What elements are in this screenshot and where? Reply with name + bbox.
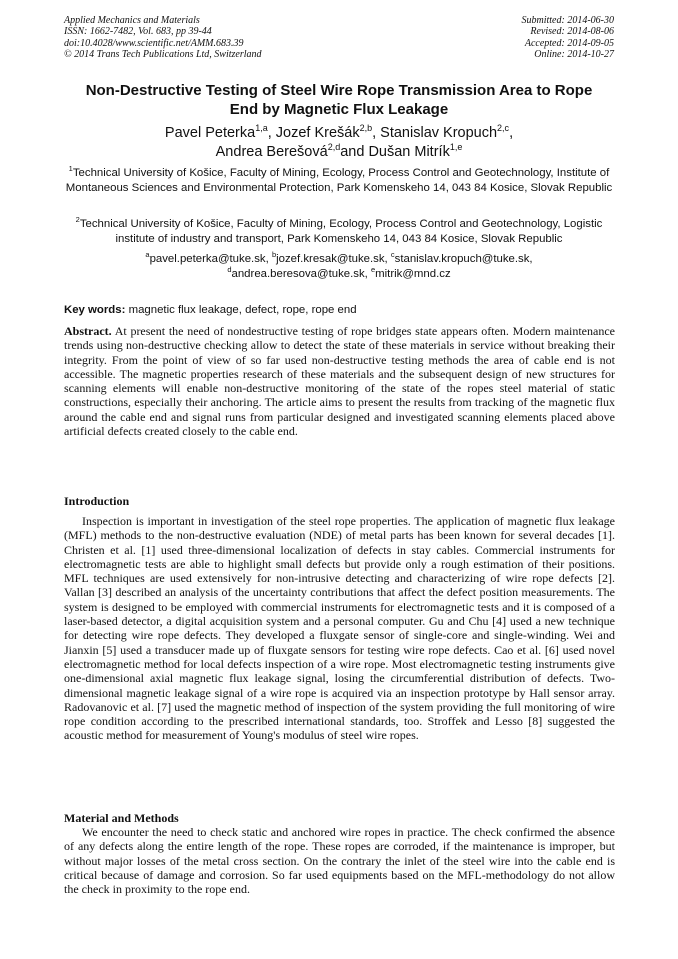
affiliation-number: 2 — [75, 215, 80, 225]
section-heading-methods: Material and Methods — [64, 811, 179, 825]
journal-issn: ISSN: 1662-7482, Vol. 683, pp 39-44 — [64, 26, 212, 38]
author-line-2 — [40, 143, 638, 162]
affiliation-number: 1 — [68, 164, 73, 174]
author-conjunction: and — [340, 144, 369, 160]
affiliation-text: Technical University of Košice, Faculty of Mining, Ecology, Process Control and Geotechnology, Logistic institute of industry and transport, Park Komenskeho 14, 043 84 Kosice, Slovak Republic — [79, 218, 603, 245]
introduction-paragraph: Inspection is important in investigation of the steel rope properties. The application of magnetic flux leakage (MFL) methods to the non-destructive evaluation (NDE) of metal parts has been known for several decades [1]. Christen et al. [1] used three-dimensional localization of defects in stay cables. Commercial instruments for electromagnetic tests are able to highlight small defects but provide only a rough estimation of their positions. MFL techniques are used extensively for non-intrusive detecting and characterizing of wire rope defects [2]. Vallan [3] described an analysis of the uncertainty contributions that affect the defect position measurements. The system is designed to be employed with commercial instruments for electromagnetic tests and it is composed of a laser-based detector, a digital acquisition system and a personal computer. Gu and Chu [4] used a new technique for detecting wire rope defects. They developed a fluxgate sensor of single-core and single-winding. Wei and Jianxin [5] used a transducer made up of fluxgate sensors for testing wire rope defects. Cao et al. [6] used novel electromagnetic method for local defects inspection of a wire rope. Most electromagnetic testing instruments give one-dimensional axial magnetic flux leakage signal, losing the circumferential distribution of defects. Two-dimensional magnetic leakage signal of a wire rope is acquired via an inspection prototype by Hall sensor array. Radovanovic et al. [7] used the magnetic method of inspection of the system providing the full monitoring of wire rope condition according to the prescribed international standards, too. Stroffek and Lesso [8] suggested the acoustic method for measurement of Young's modulus of steel wire ropes. — [64, 514, 615, 743]
author-affiliation-mark: 2,d — [327, 142, 341, 153]
affiliation-1 — [64, 166, 614, 196]
email-mark: d — [227, 265, 232, 275]
email-mark: e — [370, 265, 376, 275]
title-line-2: End by Magnetic Flux Leakage — [229, 101, 449, 118]
paper-title — [40, 81, 638, 119]
abstract-text: At present the need of nondestructive testing of rope bridges state appears often. Modern maintenance trends using non-destructive checking allow to detect the state of these materials in service without breaking their integrity. From the point of view of so far used non-destructive testing methods the area of cable end is not accessible. The magnetic properties research of these materials and the subsequent design of new structures for scanning elements will enable non-destructive monitoring of the state of the ropes steel material of static constructions, especially their anchoring. The article aims to present the results from tracking of the magnetic flux around the cable end and signal runs from particular designed and investigated scanning elements placed above artificial defects created closely to the cable end. — [64, 324, 615, 439]
methods-paragraph: We encounter the need to check static and anchored wire ropes in practice. The check confirmed the absence of any defects along the entire length of the rope. These ropes are corroded, if the maintenance is improper, but without major losses of the metal cross section. On the contrary the inlet of the steel wire into the cable end is critical because of damage and corrosion. So far used equipments based on the MFL-methodology do not allow the check in proximity to the rope end. — [64, 825, 615, 897]
title-line-1: Non-Destructive Testing of Steel Wire Rope Transmission Area to Rope — [85, 82, 593, 99]
author-separator: , — [509, 125, 514, 141]
journal-copyright: © 2014 Trans Tech Publications Ltd, Switzerland — [64, 49, 262, 61]
author-name: Jozef Krešák — [275, 125, 360, 141]
abstract-label: Abstract. — [64, 324, 112, 338]
email-mark: b — [271, 250, 277, 260]
abstract — [64, 324, 615, 438]
date-accepted: Accepted: 2014-09-05 — [524, 37, 614, 49]
email-address: andrea.beresova@tuke.sk, — [231, 268, 371, 280]
author-separator: , — [267, 125, 276, 141]
author-name: Stanislav Kropuch — [380, 125, 498, 141]
author-separator: , — [372, 125, 381, 141]
email-mark: a — [145, 250, 150, 260]
email-mark: c — [390, 250, 395, 260]
date-submitted: Submitted: 2014-06-30 — [521, 15, 614, 26]
email-address: mitrik@mnd.cz — [375, 268, 451, 280]
author-affiliation-mark: 2,b — [359, 123, 373, 134]
author-name: Dušan Mitrík — [368, 144, 450, 160]
author-name: Andrea Berešová — [215, 144, 328, 160]
email-line-2 — [64, 267, 614, 282]
date-revised: Revised: 2014-08-06 — [530, 26, 614, 38]
author-affiliation-mark: 1,a — [255, 123, 268, 134]
email-address: jozef.kresak@tuke.sk, — [276, 253, 391, 265]
date-online: Online: 2014-10-27 — [534, 49, 614, 61]
email-address: stanislav.kropuch@tuke.sk, — [394, 253, 533, 265]
author-name: Pavel Peterka — [164, 125, 256, 141]
author-line-1 — [40, 124, 638, 143]
email-address: pavel.peterka@tuke.sk, — [149, 253, 272, 265]
affiliation-2 — [64, 217, 614, 247]
section-heading-introduction: Introduction — [64, 494, 130, 508]
journal-doi: doi:10.4028/www.scientific.net/AMM.683.39 — [64, 37, 244, 49]
keywords-label: Key words: — [64, 304, 126, 316]
author-affiliation-mark: 1,e — [449, 142, 463, 153]
author-emails — [64, 252, 614, 282]
email-line-1 — [64, 252, 614, 267]
keywords-text: magnetic flux leakage, defect, rope, rope end — [128, 304, 357, 316]
author-list — [40, 124, 638, 162]
affiliation-text: Technical University of Košice, Faculty of Mining, Ecology, Process Control and Geotechnology, Institute of Montaneous Sciences and Environmental Protection, Park Komenskeho 14, 043 84 Kosice, Slovak Republic — [65, 167, 613, 194]
keywords — [64, 303, 616, 318]
submission-dates — [522, 15, 615, 61]
author-affiliation-mark: 2,c — [497, 123, 510, 134]
journal-name: Applied Mechanics and Materials — [64, 15, 200, 26]
journal-info — [64, 15, 262, 61]
